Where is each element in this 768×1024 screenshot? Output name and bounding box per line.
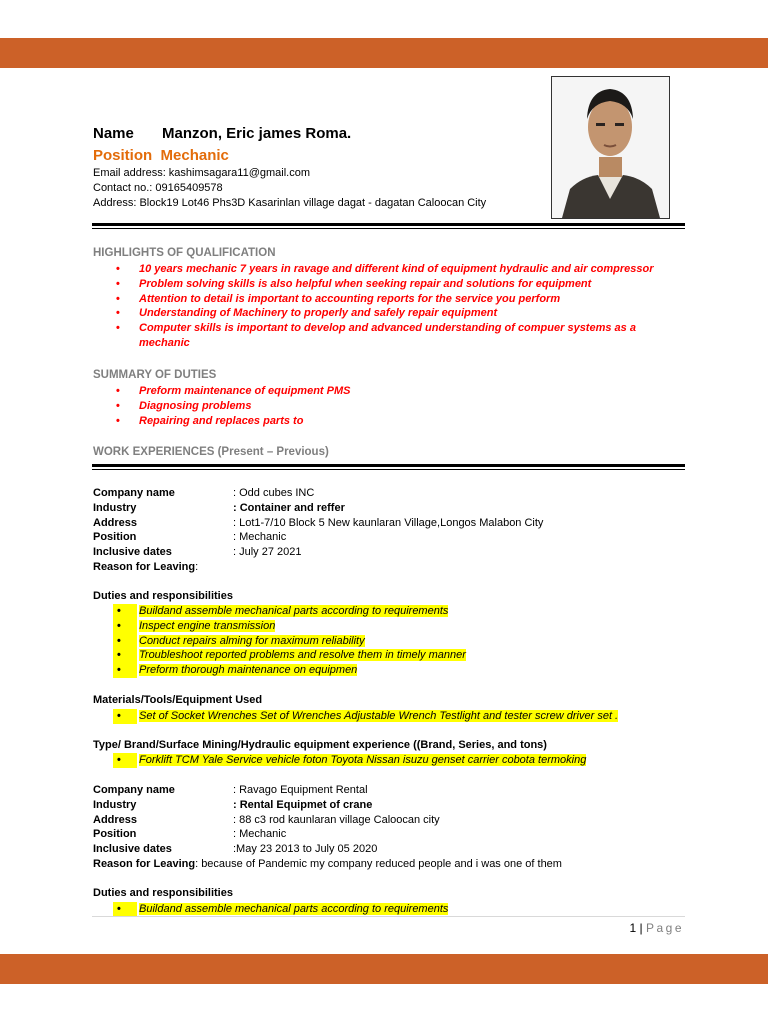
summary-heading: SUMMARY OF DUTIES: [93, 369, 217, 381]
list-item: • Repairing and replaces parts to: [0, 414, 679, 429]
job1-details: Company name : Odd cubes INC Industry : Container and reffer Address : Lot1-7/10 Block 5 New kaunlaran Village,Longos Malabon City Position : Mechanic Inclusive dates : July 27 2021 Reason for Leaving:: [93, 487, 544, 573]
profile-photo: [551, 76, 670, 219]
email-line: Email address: kashimsagara11@gmail.com: [93, 167, 310, 179]
job1-type-list: [0, 753, 586, 768]
highlights-list: [0, 262, 679, 351]
position-label: Position: [93, 147, 153, 164]
list-item: • Inspect engine transmission: [0, 619, 466, 634]
page-separator: |: [639, 921, 643, 935]
job1-type-heading: Type/ Brand/Surface Mining/Hydraulic equipment experience ((Brand, Series, and tons): [93, 739, 547, 751]
list-item: • Troubleshoot reported problems and resolve them in timely manner: [0, 648, 466, 663]
job2-details: Company name : Ravago Equipment Rental Industry : Rental Equipmet of crane Address : 88 c3 rod kaunlaran village Caloocan city Position : Mechanic Inclusive dates :May 23 2013 to July 05 2020 Reason for Leaving: because of Pandemic my company reduced people and i was one of them: [93, 784, 562, 870]
list-item: • Attention to detail is important to accounting reports for the service you perform: [0, 292, 679, 307]
highlights-heading: HIGHLIGHTS OF QUALIFICATION: [93, 247, 276, 259]
page-word: Page: [645, 921, 684, 935]
list-item: • Buildand assemble mechanical parts according to requirements: [0, 902, 448, 917]
contact-line: Contact no.: 09165409578: [93, 182, 223, 194]
name-label: Name: [93, 125, 134, 142]
job1-duties-list: [0, 604, 466, 678]
position-value: Mechanic: [160, 147, 229, 164]
job1-duties-heading: Duties and responsibilities: [93, 590, 233, 602]
list-item: • Preform thorough maintenance on equipmen: [0, 663, 466, 678]
job1-materials-list: [0, 709, 618, 724]
footer-divider: [92, 916, 685, 917]
work-heading: WORK EXPERIENCES (Present – Previous): [93, 446, 329, 458]
job2-duties-heading: Duties and responsibilities: [93, 887, 233, 899]
summary-list: [0, 384, 679, 428]
page-number: [629, 921, 684, 935]
list-item: • Set of Socket Wrenches Set of Wrenches Adjustable Wrench Testlight and tester screw driver set .: [0, 709, 618, 724]
work-divider: [92, 464, 685, 470]
position-row: [93, 147, 229, 164]
name-value: Manzon, Eric james Roma.: [162, 125, 352, 142]
page-number-value: 1: [629, 921, 637, 935]
header-band: [0, 38, 768, 68]
list-item: • Diagnosing problems: [0, 399, 679, 414]
list-item: • 10 years mechanic 7 years in ravage and different kind of equipment hydraulic and air compressor: [0, 262, 679, 277]
list-item: • Conduct repairs alming for maximum reliability: [0, 634, 466, 649]
list-item: • Problem solving skills is also helpful when seeking repair and solutions for equipment: [0, 277, 679, 292]
list-item: • Forklift TCM Yale Service vehicle foton Toyota Nissan isuzu genset carrier cobota termoking: [0, 753, 586, 768]
footer-band: [0, 954, 768, 984]
job1-materials-heading: Materials/Tools/Equipment Used: [93, 694, 263, 706]
list-item: • Computer skills is important to develop and advanced understanding of compuer systems as a mechanic: [0, 321, 679, 351]
list-item: • Preform maintenance of equipment PMS: [0, 384, 679, 399]
job2-duties-list: [0, 902, 448, 917]
name-row: [93, 125, 351, 142]
address-line: Address: Block19 Lot46 Phs3D Kasarinlan village dagat - dagatan Caloocan City: [93, 197, 487, 209]
header-divider: [92, 223, 685, 229]
list-item: • Buildand assemble mechanical parts according to requirements: [0, 604, 466, 619]
list-item: • Understanding of Machinery to properly and safely repair equipment: [0, 306, 679, 321]
